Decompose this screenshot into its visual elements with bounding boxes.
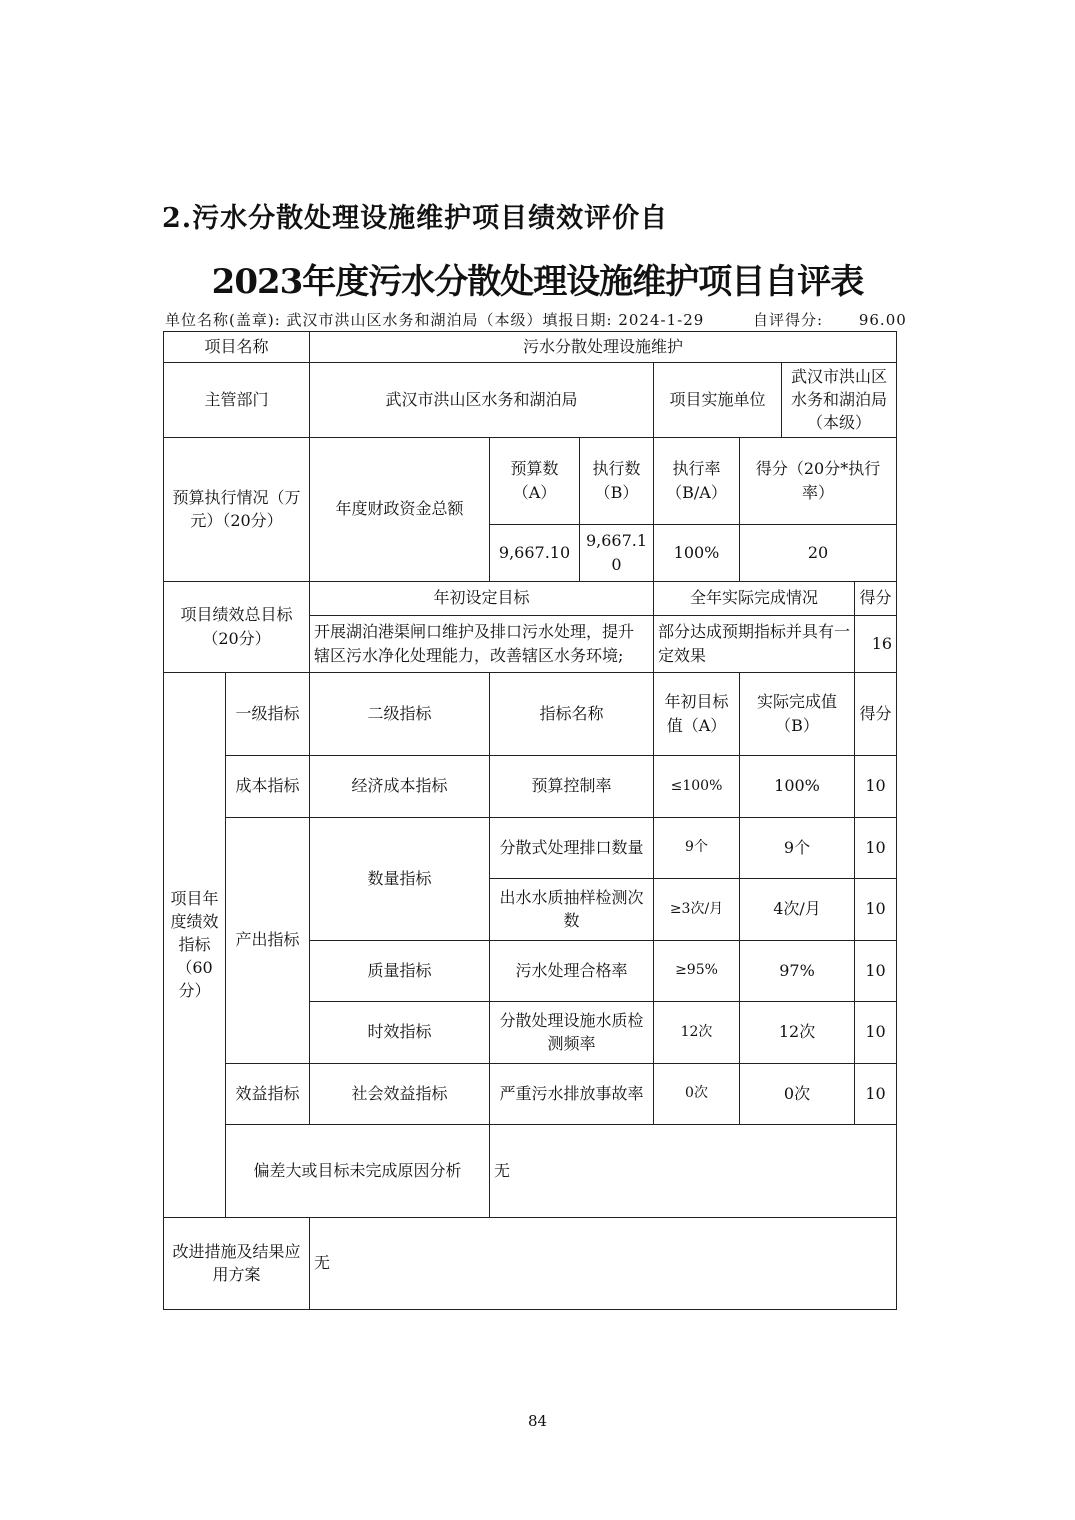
indicator-target: ≥95% [654, 940, 740, 1001]
actual-header: 实际完成值（B） [740, 672, 855, 755]
indicator-actual: 9个 [740, 817, 855, 878]
indicator-level2: 社会效益指标 [310, 1063, 490, 1124]
improvement-row [164, 1217, 897, 1309]
output-level1: 产出指标 [226, 817, 310, 1063]
goal-set-value: 开展湖泊港渠闸口维护及排口污水处理，提升辖区污水净化处理能力，改善辖区水务环境; [310, 615, 654, 672]
indicator-row [164, 1063, 897, 1124]
indicator-name: 严重污水排放事故率 [490, 1063, 654, 1124]
budget-score-value: 20 [740, 524, 897, 581]
page-number: 84 [527, 1412, 548, 1430]
goal-actual-header: 全年实际完成情况 [654, 581, 855, 615]
indicator-level2: 时效指标 [310, 1001, 490, 1063]
deviation-value: 无 [490, 1124, 897, 1217]
self-score-value: 96.00 [858, 311, 907, 329]
document-title: 2023年度污水分散处理设施维护项目自评表 [211, 262, 864, 302]
deviation-row [164, 1124, 897, 1217]
goal-actual-value: 部分达成预期指标并具有一定效果 [654, 615, 855, 672]
indicator-name: 预算控制率 [490, 755, 654, 817]
indicator-name-header: 指标名称 [490, 672, 654, 755]
benefit-level1: 效益指标 [226, 1063, 310, 1124]
exec-rate-value: 100% [654, 524, 740, 581]
indicator-target: ≥3次/月 [654, 878, 740, 940]
indicator-target: ≤100% [654, 755, 740, 817]
goal-set-header: 年初设定目标 [310, 581, 654, 615]
indicator-score: 10 [855, 1063, 897, 1124]
budget-a-header: 预算数（A） [490, 437, 580, 524]
budget-b-header: 执行数（B） [580, 437, 654, 524]
exec-rate-header: 执行率（B/A） [654, 437, 740, 524]
indicator-target: 12次 [654, 1001, 740, 1063]
dept-label: 主管部门 [164, 363, 310, 438]
indicator-name: 分散处理设施水质检测频率 [490, 1001, 654, 1063]
budget-b-value: 9,667.10 [580, 524, 654, 581]
self-score [753, 309, 907, 330]
goal-score-header: 得分 [855, 581, 897, 615]
indicator-header-row [164, 672, 897, 755]
indicator-score: 10 [855, 940, 897, 1001]
department-row [164, 363, 897, 438]
indicator-score: 10 [855, 878, 897, 940]
level1-header: 一级指标 [226, 672, 310, 755]
project-name-label: 项目名称 [164, 332, 310, 363]
goal-label: 项目绩效总目标（20分） [164, 581, 310, 672]
indicator-actual: 4次/月 [740, 878, 855, 940]
impl-value: 武汉市洪山区水务和湖泊局（本级） [782, 363, 897, 438]
indicator-row [164, 817, 897, 878]
goal-score-value: 16 [855, 615, 897, 672]
indicator-score: 10 [855, 1001, 897, 1063]
cost-level1: 成本指标 [226, 755, 310, 817]
indicator-name: 分散式处理排口数量 [490, 817, 654, 878]
indicator-actual: 12次 [740, 1001, 855, 1063]
improvement-value: 无 [310, 1217, 897, 1309]
budget-header-row [164, 437, 897, 524]
budget-a-value: 9,667.10 [490, 524, 580, 581]
indicator-name: 污水处理合格率 [490, 940, 654, 1001]
indicator-target: 9个 [654, 817, 740, 878]
score-header: 得分 [855, 672, 897, 755]
project-name-value: 污水分散处理设施维护 [310, 332, 897, 363]
section-heading: 2.污水分散处理设施维护项目绩效评价自 [162, 203, 669, 234]
unit-info: 单位名称(盖章): 武汉市洪山区水务和湖泊局（本级）填报日期: 2024-1-29 [165, 311, 705, 329]
project-name-row [164, 332, 897, 363]
indicator-actual: 0次 [740, 1063, 855, 1124]
indicators-label: 项目年度绩效指标（60分） [164, 672, 226, 1217]
indicator-target: 0次 [654, 1063, 740, 1124]
indicator-actual: 97% [740, 940, 855, 1001]
dept-value: 武汉市洪山区水务和湖泊局 [310, 363, 654, 438]
level2-header: 二级指标 [310, 672, 490, 755]
deviation-label: 偏差大或目标未完成原因分析 [226, 1124, 490, 1217]
target-header: 年初目标值（A） [654, 672, 740, 755]
indicator-score: 10 [855, 755, 897, 817]
budget-score-header: 得分（20分*执行率） [740, 437, 897, 524]
self-evaluation-table [163, 331, 897, 1310]
fund-total-label: 年度财政资金总额 [310, 437, 490, 581]
indicator-name: 出水水质抽样检测次数 [490, 878, 654, 940]
self-score-label: 自评得分: [753, 311, 824, 329]
budget-label: 预算执行情况（万元）（20分） [164, 437, 310, 581]
improvement-label: 改进措施及结果应用方案 [164, 1217, 310, 1309]
indicator-actual: 100% [740, 755, 855, 817]
impl-label: 项目实施单位 [654, 363, 782, 438]
indicator-score: 10 [855, 817, 897, 878]
goal-header-row [164, 581, 897, 615]
indicator-level2: 经济成本指标 [310, 755, 490, 817]
indicator-row [164, 755, 897, 817]
indicator-level2: 质量指标 [310, 940, 490, 1001]
quantity-level2: 数量指标 [310, 817, 490, 940]
